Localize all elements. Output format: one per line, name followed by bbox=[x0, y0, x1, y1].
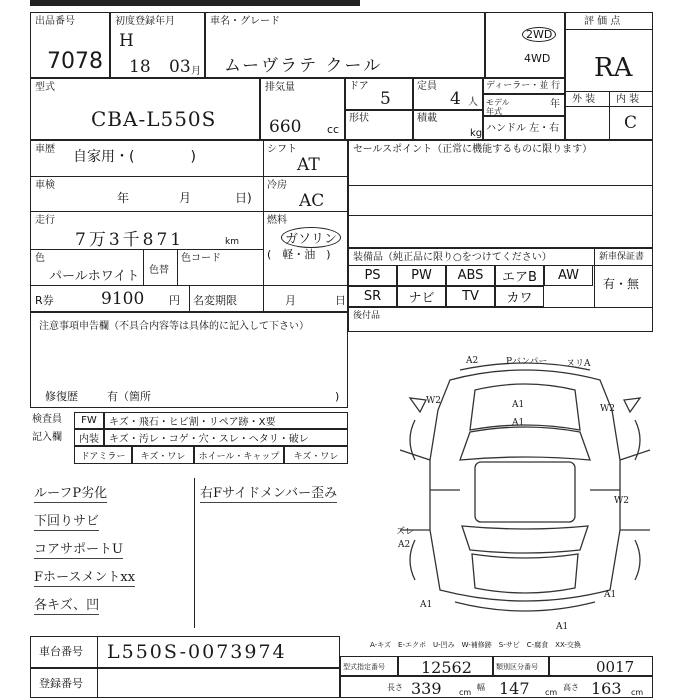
doors-cell bbox=[345, 78, 413, 110]
grade-label: 評 価 点 bbox=[584, 16, 621, 27]
width-label: 幅 bbox=[477, 683, 485, 692]
diagram-label: A1 bbox=[604, 590, 617, 600]
drive-2wd: 2WD bbox=[522, 27, 556, 42]
equipment-item: カワ bbox=[495, 286, 544, 307]
shape-cell bbox=[345, 110, 413, 140]
legend-text: A-キズ E-エクボ U-凹み W-補修跡 S-サビ C-腐食 XX-交換 bbox=[370, 641, 581, 649]
recycle-unit: 円 bbox=[169, 294, 180, 307]
chassis-label: 車台番号 bbox=[39, 645, 83, 658]
inspector-label-1: 検査員 bbox=[32, 414, 62, 425]
expiry-month: 月 bbox=[285, 294, 296, 307]
diagram-label: W2 bbox=[614, 496, 629, 506]
fuel-label: 燃料 bbox=[267, 215, 287, 226]
shift-value: AT bbox=[297, 155, 320, 175]
displacement-cell bbox=[260, 78, 345, 140]
expiry-day: 日 bbox=[335, 294, 346, 307]
handle-cell bbox=[483, 116, 565, 140]
row1-key-text: FW bbox=[81, 415, 97, 426]
height-label: 高さ bbox=[563, 683, 579, 692]
handle-label: ハンドル 左・右 bbox=[486, 123, 560, 134]
inspector-row3-a bbox=[74, 446, 132, 464]
inspector-label-2: 記入欄 bbox=[32, 432, 62, 443]
lot-cell bbox=[30, 12, 110, 78]
category-value: 0017 bbox=[596, 658, 635, 676]
doors-label: ドア bbox=[349, 81, 369, 92]
header-top-partial bbox=[30, 0, 360, 6]
inspection-label: 車検 bbox=[35, 180, 55, 191]
drive-4wd: 4WD bbox=[524, 52, 551, 65]
inspector-row2-key bbox=[74, 429, 104, 446]
length-label: 長さ bbox=[387, 683, 403, 692]
row3-b-text: キズ・ワレ bbox=[140, 451, 186, 462]
repair-close: ) bbox=[335, 390, 340, 403]
fuel-alt: ( 軽・油 ) bbox=[267, 248, 331, 261]
capacity-value: 4 bbox=[450, 89, 461, 109]
exterior-label: 外 装 bbox=[572, 94, 596, 105]
diagram-label: A2 bbox=[466, 356, 479, 366]
row3-c-text: ホイール・キャップ bbox=[198, 451, 280, 462]
expiry-label: 名変期限 bbox=[193, 294, 237, 307]
width-value: 147 bbox=[499, 679, 530, 698]
equipment-item: AW bbox=[544, 265, 593, 286]
repair-label: 修復歴 bbox=[45, 390, 78, 403]
aftermarket-label: 後付品 bbox=[353, 311, 381, 321]
car-diagram bbox=[380, 350, 670, 630]
sales-point-cell bbox=[348, 140, 653, 248]
handwritten-note: 右Fサイドメンバー歪み bbox=[200, 482, 337, 503]
formal-value-cell bbox=[398, 656, 493, 676]
sales-point-label: セールスポイント（正常に機能するものに限ります） bbox=[353, 144, 593, 155]
type-cell bbox=[30, 78, 260, 140]
new-car-value: 有・無 bbox=[603, 277, 640, 291]
displacement-value: 660 bbox=[269, 117, 302, 137]
handwritten-note: 各キズ、凹 bbox=[34, 594, 99, 615]
first-reg-era: H bbox=[119, 31, 134, 51]
length-value: 339 bbox=[411, 679, 442, 698]
color-value: パールホワイト bbox=[49, 269, 140, 284]
capacity-unit: 人 bbox=[468, 97, 478, 108]
formal-value: 12562 bbox=[421, 658, 472, 677]
formal-label-cell bbox=[340, 656, 398, 676]
registration-block bbox=[30, 140, 348, 312]
fuel-value: ガソリン bbox=[281, 227, 341, 248]
first-reg-year: 18 bbox=[129, 57, 151, 77]
year-unit: 年 bbox=[550, 99, 560, 110]
dealer-label: ディーラー・並 行 bbox=[486, 81, 561, 91]
equipment-item: PW bbox=[397, 265, 446, 286]
type-label: 型式 bbox=[35, 82, 55, 93]
chassis-cell bbox=[30, 636, 340, 668]
diagram-label: A1 bbox=[512, 400, 525, 410]
model-year-cell bbox=[483, 94, 565, 116]
equipment-title: 装備品（純正品に限り○をつけてください） bbox=[353, 252, 552, 263]
model-cell bbox=[205, 12, 485, 78]
aftermarket-cell bbox=[348, 308, 653, 332]
handwritten-note: Fホースメントxx bbox=[34, 566, 135, 587]
capacity-cell bbox=[413, 78, 483, 110]
diagram-label: W2 bbox=[600, 404, 615, 414]
length-unit: cm bbox=[459, 688, 472, 697]
ac-label: 冷房 bbox=[267, 180, 287, 191]
mileage-value: 7万3千871 bbox=[75, 230, 185, 250]
dimensions-row bbox=[340, 676, 653, 698]
first-reg-cell bbox=[110, 12, 205, 78]
diagram-label: A1 bbox=[512, 418, 525, 428]
height-unit: cm bbox=[631, 688, 644, 697]
displacement-label: 排気量 bbox=[265, 82, 295, 93]
category-label: 類別区分番号 bbox=[496, 663, 538, 671]
interior-label: 内 装 bbox=[616, 94, 640, 105]
lot-number: 7078 bbox=[47, 49, 103, 74]
equipment-item: TV bbox=[446, 286, 495, 307]
model-name: ムーヴラテ クール bbox=[224, 56, 383, 76]
chassis-value: L550S-0073974 bbox=[107, 641, 287, 663]
displacement-unit: cc bbox=[327, 123, 340, 136]
inspector-row3-c bbox=[194, 446, 284, 464]
height-value: 163 bbox=[591, 679, 622, 698]
load-label: 積載 bbox=[417, 113, 437, 124]
first-reg-label: 初度登録年月 bbox=[115, 16, 175, 27]
shift-label: シフト bbox=[267, 144, 297, 155]
shape-label: 形状 bbox=[349, 113, 369, 124]
color-code-label: 色コード bbox=[181, 253, 221, 264]
drive-cell bbox=[485, 12, 565, 78]
equipment-item: PS bbox=[348, 265, 397, 286]
first-reg-month: 03 bbox=[169, 57, 191, 77]
model-year-label: モデル 年式 bbox=[486, 98, 510, 116]
inspector-row2-text bbox=[104, 429, 348, 446]
inspector-row3-b bbox=[132, 446, 194, 464]
grade-value: RA bbox=[594, 53, 633, 83]
ac-value: AC bbox=[299, 191, 325, 211]
equipment-item: ABS bbox=[446, 265, 495, 286]
use-value: 自家用・( ) bbox=[73, 149, 196, 165]
diagram-label: ズレ bbox=[396, 527, 415, 537]
row2-text: キズ・汚レ・コゲ・穴・スレ・ヘタリ・破レ bbox=[109, 434, 309, 445]
notes-title: 注意事項申告欄（不具合内容等は具体的に記入して下さい） bbox=[39, 321, 309, 332]
new-car-label: 新車保証書 bbox=[599, 252, 645, 262]
handwritten-note: ルーフP劣化 bbox=[34, 482, 107, 503]
category-value-cell bbox=[549, 656, 653, 676]
category-label-cell bbox=[493, 656, 549, 676]
use-label: 車歴 bbox=[35, 144, 55, 155]
diagram-label: A2 bbox=[398, 540, 411, 550]
equipment-item: SR bbox=[348, 286, 397, 307]
diagram-label: Pバンパー bbox=[506, 357, 548, 367]
row3-d-text: キズ・ワレ bbox=[293, 451, 339, 462]
mileage-unit: km bbox=[225, 237, 239, 247]
diagram-label: ヌリA bbox=[566, 359, 591, 369]
lot-label: 出品番号 bbox=[35, 16, 75, 27]
inspection-day: 日) bbox=[235, 191, 252, 205]
color-change-label: 色替 bbox=[149, 265, 169, 276]
repair-value: 有（箇所 bbox=[107, 390, 151, 403]
interior-value: C bbox=[624, 113, 638, 133]
handwritten-note: 下回りサビ bbox=[34, 510, 99, 531]
type-value: CBA-L550S bbox=[91, 107, 217, 131]
load-cell bbox=[413, 110, 483, 140]
inspector-row3-d bbox=[284, 446, 348, 464]
diagram-label: A1 bbox=[556, 622, 569, 632]
formal-label: 型式指定番号 bbox=[343, 663, 385, 671]
inspector-row1-key bbox=[74, 412, 104, 429]
mileage-label: 走行 bbox=[35, 215, 55, 226]
width-unit: cm bbox=[545, 688, 558, 697]
reg-cell bbox=[30, 668, 340, 698]
inspector-row1-text bbox=[104, 412, 348, 429]
model-label: 車名・グレード bbox=[210, 16, 280, 27]
row2-key-text: 内装 bbox=[79, 434, 99, 445]
reg-label: 登録番号 bbox=[39, 677, 83, 690]
diagram-label: A1 bbox=[420, 600, 433, 610]
doors-value: 5 bbox=[380, 89, 391, 109]
row3-a-text: ドアミラー bbox=[80, 451, 126, 462]
equipment-item: ナビ bbox=[397, 286, 446, 307]
notes-divider bbox=[194, 478, 195, 628]
recycle-value: 9100 bbox=[101, 289, 145, 309]
inspection-year: 年 bbox=[117, 191, 130, 205]
grade-cell bbox=[565, 12, 653, 140]
diagram-label: W2 bbox=[426, 396, 441, 406]
dealer-cell bbox=[483, 78, 565, 94]
color-label: 色 bbox=[35, 253, 45, 264]
equipment-item: エアB bbox=[495, 265, 544, 286]
first-reg-month-unit: 月 bbox=[191, 66, 201, 77]
row1-text: キズ・飛石・ヒビ割・リペア跡・X要 bbox=[109, 417, 276, 428]
load-unit: kg bbox=[470, 128, 483, 139]
handwritten-note: コアサポートU bbox=[34, 538, 123, 559]
inspection-month: 月 bbox=[179, 191, 192, 205]
recycle-label: R券 bbox=[35, 294, 54, 307]
notes-cell bbox=[30, 312, 348, 408]
capacity-label: 定員 bbox=[417, 81, 437, 92]
